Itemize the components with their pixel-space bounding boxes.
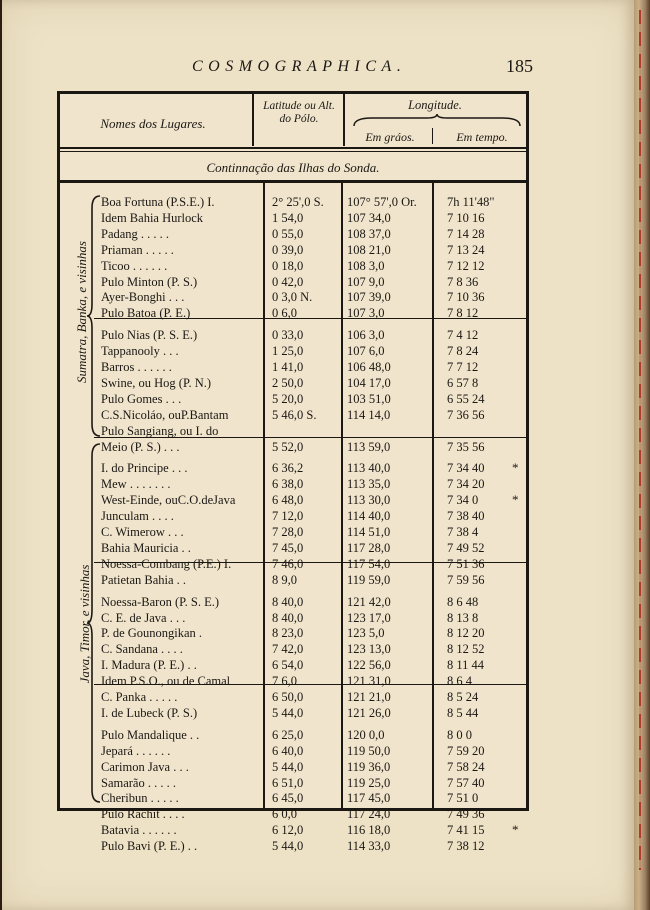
longitude-brace [352,114,522,128]
table-row [101,524,529,540]
table-row [101,806,529,822]
cell-tp: 7 59 56 [447,572,485,587]
cell-tp: 7 4 12 [447,328,479,343]
cell-name: I. de Lubeck (P. S.) [101,705,198,720]
cell-tp: 8 5 44 [447,705,479,720]
cell-gr: 116 18,0 [347,823,391,838]
cell-gr: 119 59,0 [347,572,391,587]
cell-name: Padang . . . . . [101,226,170,241]
cell-gr: 107 34,0 [347,210,391,225]
section-rule [60,180,526,183]
cell-tp: 8 6 48 [447,594,479,609]
cell-tp: 7 34 40 [447,461,485,476]
cell-name: C. Wimerow . . . [101,525,184,539]
table-row [101,194,529,210]
cell-name: Pulo Sangiang, ou I. do [101,423,219,438]
cell-lat: 6 50,0 [272,690,304,704]
cell-lat: 7 12,0 [272,509,304,524]
cell-tp: 7 51 0 [447,791,479,806]
cell-gr: 104 17,0 [347,375,391,390]
cell-lat: 1 54,0 [272,210,304,225]
cell-gr: 121 42,0 [347,594,391,609]
table-row [101,375,529,391]
cell-lat: 5 20,0 [272,391,304,406]
cell-lat: 5 52,0 [272,439,304,454]
cell-lat: 0 33,0 [272,328,304,343]
cell-gr: 107 3,0 [347,306,385,321]
cell-gr: 114 33,0 [347,839,391,854]
cell-tp: 7 49 36 [447,807,485,822]
page-header [2,52,634,82]
cell-lat: 8 40,0 [272,594,304,609]
cell-name: P. de Gounongikan . [101,626,203,641]
book-page [2,0,634,910]
table-row [101,226,529,242]
cell-name: Ticoo . . . . . . [101,258,168,273]
cell-name: C.S.Nicoláo, ouP.Bantam [101,407,229,422]
cell-tp: 7 51 36 [447,556,485,571]
cell-lat: 5 44,0 [272,705,304,720]
cell-gr: 119 36,0 [347,759,391,774]
table-row [101,327,529,343]
cell-mark: * [512,460,519,476]
cell-lat: 2° 25',0 S. [272,195,324,209]
table-row [101,822,529,838]
cell-tp: 8 0 0 [447,727,472,742]
running-title: COSMOGRAPHICA. [192,58,407,75]
cell-name: Boa Fortuna (P.S.E.) I. [101,195,215,209]
cell-tp: 8 11 44 [447,658,485,673]
cell-lat: 6 48,0 [272,493,304,508]
table-row [101,572,529,588]
cell-lat: 1 25,0 [272,344,304,359]
cell-lat: 6 0,0 [272,807,297,822]
table-row [101,476,529,492]
cell-gr: 123 5,0 [347,626,385,641]
cell-gr: 114 51,0 [347,525,391,539]
header-names: Nomes dos Lugares. [100,116,206,131]
cell-gr: 108 21,0 [347,242,391,257]
cell-gr: 108 3,0 [347,258,385,273]
cell-lat: 5 46,0 S. [272,407,317,422]
cell-lat: 1 41,0 [272,360,304,374]
cell-lat: 6 25,0 [272,727,304,742]
cell-lat: 8 40,0 [272,610,304,625]
table-row [101,594,529,610]
cell-name: Noessa-Baron (P. S. E.) [101,594,220,609]
group-label-sumatra: Sumatra, Banka, e visinhas [74,241,89,383]
cell-name: Idem Bahia Hurlock [101,210,204,225]
cell-tp: 6 57 8 [447,375,479,390]
cell-lat: 0 18,0 [272,258,304,273]
cell-gr: 106 3,0 [347,328,385,343]
cell-lat: 8 9,0 [272,572,297,587]
cell-lat: 0 55,0 [272,226,304,241]
cell-lat: 6 40,0 [272,743,304,758]
cell-gr: 119 50,0 [347,743,391,758]
cell-lat: 2 50,0 [272,375,304,390]
cell-tp: 7 38 12 [447,839,485,854]
table-row [101,657,529,673]
table-row [101,359,529,375]
cell-gr: 113 35,0 [347,477,391,492]
table-row [101,625,529,641]
cell-gr: 120 0,0 [347,727,385,742]
cell-name: Idem P.S.O., ou de Camal [101,674,231,689]
table-row [101,705,529,721]
table-row [101,289,529,305]
table-row [101,305,529,321]
cell-lat: 6 36,2 [272,461,304,476]
cell-tp: 7 12 12 [447,258,485,273]
cell-tp: 7 59 20 [447,743,485,758]
cell-tp: 8 12 52 [447,642,485,657]
section-title: Continnação das Ilhas do Sonda. [206,160,380,175]
table-row [101,407,529,423]
page-number: 185 [506,56,533,76]
header-latitude-text: Latitude ou Alt. do Pólo. [263,100,335,125]
cell-lat: 7 28,0 [272,525,304,539]
cell-tp: 7 14 28 [447,226,485,241]
cell-tp: 7 7 12 [447,360,479,374]
header-sep-3 [432,128,433,144]
cell-lat: 7 45,0 [272,540,304,555]
cell-tp: 7h 11'48" [447,195,495,209]
table-row [101,274,529,290]
cell-name: Meio (P. S.) . . . [101,439,180,454]
table-row [101,242,529,258]
cell-lat: 7 46,0 [272,556,304,571]
cell-lat: 8 23,0 [272,626,304,641]
cell-gr: 107 9,0 [347,274,385,289]
red-page-edge [639,10,641,870]
header-em-graos: Em gráos. [365,130,415,144]
cell-tp: 7 57 40 [447,775,485,790]
header-latitude [258,100,340,126]
header-longitude: Longitude. [408,98,462,112]
cell-tp: 8 13 8 [447,610,479,625]
group-label-java: Java, Timor, e visinhas [77,564,92,684]
header-rule-2 [60,151,526,152]
cell-name: Samarão . . . . . [101,775,176,790]
cell-gr: 117 54,0 [347,556,391,571]
table-row [101,743,529,759]
cell-name: Ayer-Bonghi . . . [101,290,185,305]
cell-name: Barros . . . . . . [101,360,172,374]
cell-name: C. Sandana . . . . [101,642,183,657]
cell-gr: 103 51,0 [347,391,391,406]
cell-lat: 7 6,0 [272,674,297,689]
cell-name: Pulo Rachit . . . . [101,807,185,822]
cell-name: C. E. de Java . . . [101,610,186,625]
cell-tp: 7 58 24 [447,759,485,774]
cell-lat: 0 3,0 N. [272,290,313,305]
table-row [101,492,529,508]
cell-tp: 8 6 4 [447,674,472,689]
table-row [101,790,529,806]
cell-tp: 7 49 52 [447,540,485,555]
cell-name: Pulo Nias (P. S. E.) [101,328,198,343]
cell-name: Pulo Mandalique . . [101,727,200,742]
cell-name: Bahia Mauricia . . [101,540,191,555]
cell-tp: 7 8 36 [447,274,479,289]
header-sep-1 [252,94,254,146]
cell-lat: 6 54,0 [272,658,304,673]
cell-name: Pulo Bavi (P. E.) . . [101,839,198,854]
cell-lat: 5 44,0 [272,759,304,774]
page-edge [634,0,650,910]
cell-gr: 113 59,0 [347,439,391,454]
cell-tp: 7 36 56 [447,407,485,422]
cell-gr: 108 37,0 [347,226,391,241]
table-row [101,610,529,626]
cell-name: I. Madura (P. E.) . . [101,658,197,673]
cell-tp: 7 8 24 [447,344,479,359]
cell-name: Mew . . . . . . . [101,477,171,492]
cell-gr: 121 31,0 [347,674,391,689]
cell-name: Pulo Gomes . . . [101,391,182,406]
header-rule-1 [60,147,526,149]
cell-gr: 121 21,0 [347,690,391,704]
cell-tp: 7 41 15 [447,823,485,838]
table-row [101,673,529,689]
table-row [101,838,529,854]
cell-gr: 107 6,0 [347,344,385,359]
table-row [101,540,529,556]
table-row [101,775,529,791]
table-row [101,689,529,705]
cell-gr: 113 30,0 [347,493,391,508]
cell-tp: 7 35 56 [447,439,485,454]
cell-name: I. do Principe . . . [101,461,188,476]
table-row [101,423,529,439]
cell-gr: 121 26,0 [347,705,391,720]
cell-gr: 107 39,0 [347,290,391,305]
cell-tp: 8 12 20 [447,626,485,641]
cell-name: Priaman . . . . . [101,242,174,257]
cell-name: C. Panka . . . . . [101,690,178,704]
cell-gr: 114 40,0 [347,509,391,524]
cell-lat: 6 12,0 [272,823,304,838]
cell-lat: 6 38,0 [272,477,304,492]
cell-lat: 0 39,0 [272,242,304,257]
header-em-tempo: Em tempo. [456,130,508,144]
cell-tp: 8 5 24 [447,690,479,704]
cell-gr: 117 28,0 [347,540,391,555]
cell-lat: 5 44,0 [272,839,304,854]
cell-mark: * [512,822,519,838]
table-row [101,343,529,359]
cell-name: Batavia . . . . . . [101,823,177,838]
cell-tp: 6 55 24 [447,391,485,406]
cell-gr: 107° 57',0 Or. [347,195,417,209]
cell-name: Jepará . . . . . . [101,743,171,758]
cell-name: Patietan Bahia . . [101,572,187,587]
table-row [101,460,529,476]
table-row [101,641,529,657]
cell-name: Pulo Batoa (P. E.) [101,306,191,321]
table-row [101,258,529,274]
cell-lat: 6 51,0 [272,775,304,790]
cell-name: Cheribun . . . . . [101,791,179,806]
cell-tp: 7 34 0 [447,493,479,508]
table-row [101,508,529,524]
cell-tp: 7 10 36 [447,290,485,305]
table-row [101,759,529,775]
cell-gr: 113 40,0 [347,461,391,476]
cell-lat: 0 42,0 [272,274,304,289]
cell-lat: 0 6,0 [272,306,297,321]
cell-gr: 106 48,0 [347,360,391,374]
cell-name: Swine, ou Hog (P. N.) [101,375,212,390]
cell-tp: 7 38 40 [447,509,485,524]
cell-gr: 117 45,0 [347,791,391,806]
table-row [101,727,529,743]
cell-name: Tappanooly . . . [101,344,179,359]
table-row [101,556,529,572]
header-sep-2 [343,94,345,146]
cell-tp: 7 34 20 [447,477,485,492]
cell-name: Noessa-Combang (P.E.) I. [101,556,232,571]
table-row [101,439,529,455]
cell-name: West-Einde, ouC.O.deJava [101,493,236,508]
cell-gr: 117 24,0 [347,807,391,822]
cell-tp: 7 8 12 [447,306,479,321]
cell-tp: 7 38 4 [447,525,479,539]
cell-name: Pulo Minton (P. S.) [101,274,198,289]
cell-gr: 119 25,0 [347,775,391,790]
cell-lat: 7 42,0 [272,642,304,657]
table-row [101,210,529,226]
cell-gr: 123 13,0 [347,642,391,657]
cell-name: Junculam . . . . [101,509,174,524]
cell-gr: 114 14,0 [347,407,391,422]
cell-tp: 7 10 16 [447,210,485,225]
coordinates-table [57,91,529,854]
cell-gr: 123 17,0 [347,610,391,625]
cell-lat: 6 45,0 [272,791,304,806]
cell-name: Carimon Java . . . [101,759,189,774]
cell-gr: 122 56,0 [347,658,391,673]
cell-tp: 7 13 24 [447,242,485,257]
table-row [101,391,529,407]
cell-mark: * [512,492,519,508]
